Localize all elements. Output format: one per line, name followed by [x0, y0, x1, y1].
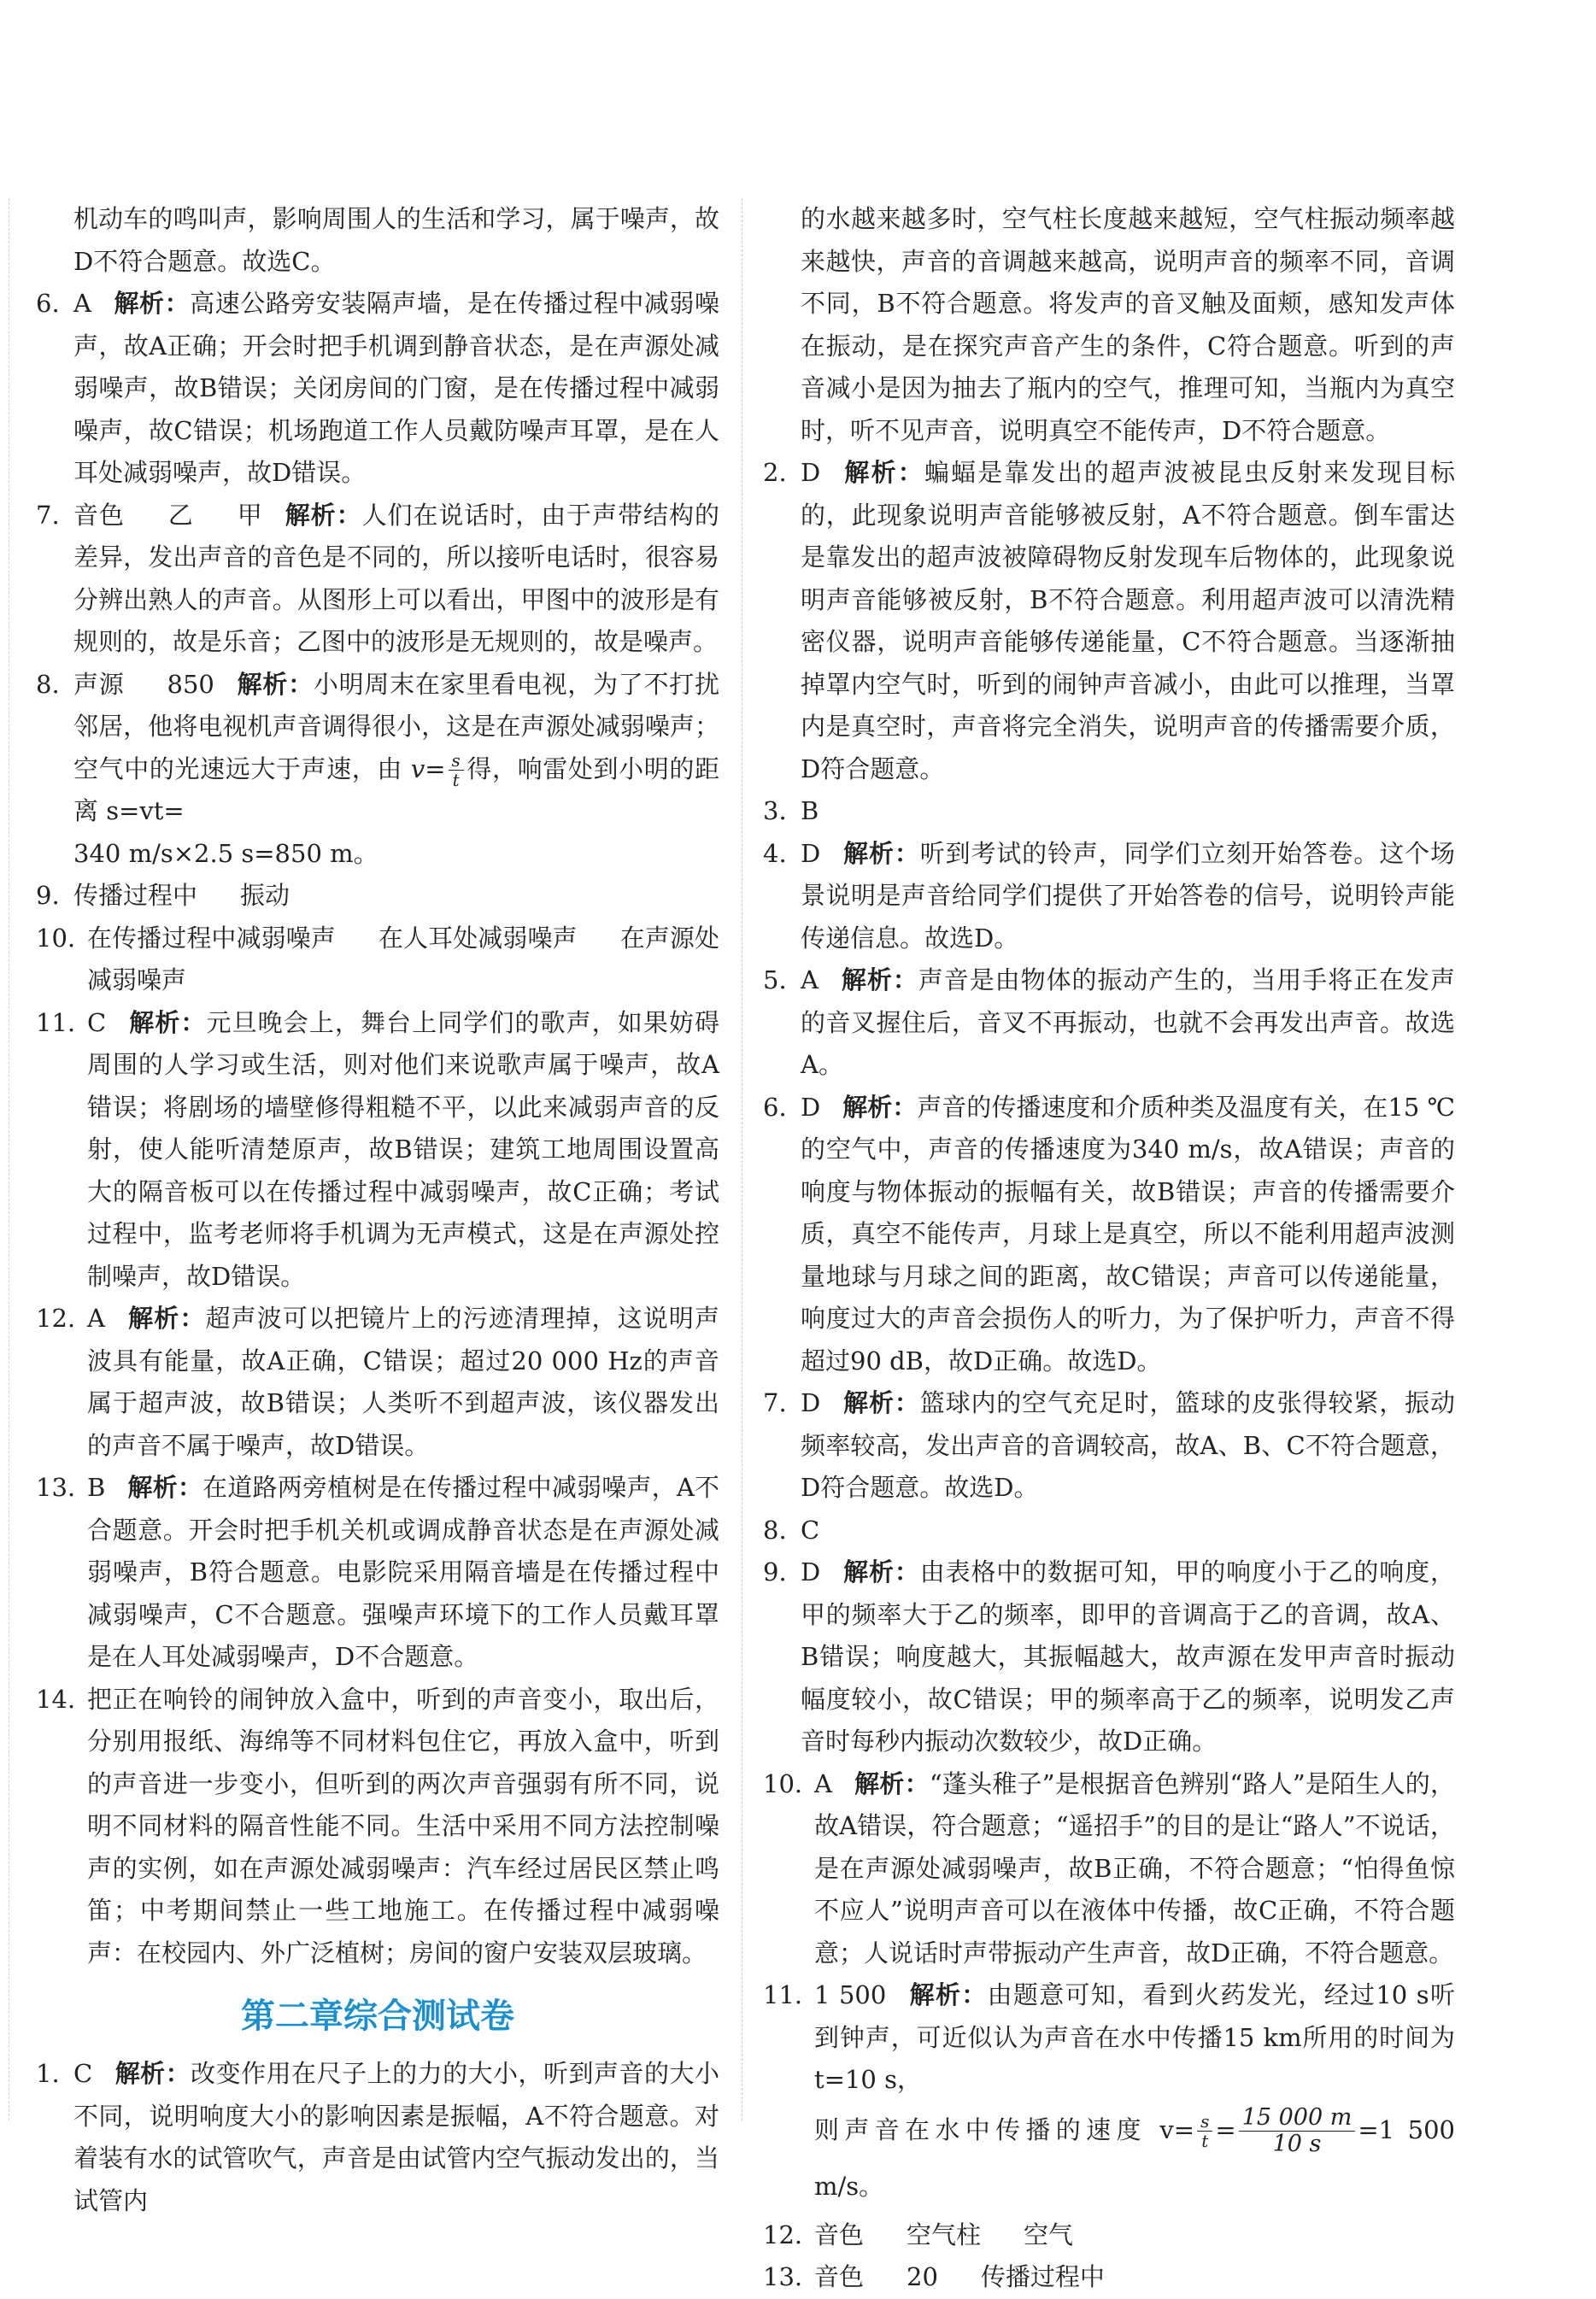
test-answer-item-1: 1. C 解析：改变作用在尺子上的力的大小，听到声音的大小不同，说明响度大小的影响因素是振幅，A不符合题意。对着装有水的试管吹气，声音是由试管内空气振动发出的，当试管内 [36, 2059, 719, 2215]
answer-item-10: 10. 在传播过程中减弱噪声 在人耳处减弱噪声 在声源处减弱噪声 [36, 923, 719, 994]
test-answer-item-11: 11. 1 500 解析：由题意可知，看到火药发光，经过10 s听到钟声，可近似认为声音在水中传播15 km所用的时间为t=10 s， 则声音在水中传播的速度 v= $\frac{s}{t}$ = $\frac{15 000 m}{10 s}$ =1 500 m/s。 [763, 1980, 1455, 2201]
test-answer-item-6: 6. D 解析：声音的传播速度和介质种类及温度有关，在15 ℃的空气中，声音的传播速度为340 m/s，故A错误；声音的响度与物体振动的振幅有关，故B错误；声音的传播需要介质，真空不能传声，月球上是真空，所以不能利用超声波测量地球与月球之间的距离，故C错误；声音可以传递能量，响度过大的声音会损伤人的听力，为了保护听力，声音不得超过90 dB，故D正确。故选D。 [763, 1092, 1455, 1375]
fraction-distance-over-time: $\frac{15 000 m}{10 s}$ [1239, 2105, 1356, 2157]
test-answer-item-10: 10. A 解析：“蓬头稚子”是根据音色辨别“路人”是陌生人的，故A错误，符合题意；“遥招手”的目的是让“路人”不说话，是在声源处减弱噪声，故B正确，不符合题意；“怕得鱼惊不应人”说明声音可以在液体中传播，故C正确，不符合题意；人说话时声带振动产生声音，故D正确，不符合题意。 [763, 1768, 1455, 1968]
answer-item-5-continuation: 机动车的鸣叫声，影响周围人的生活和学习，属于噪声，故D不符合题意。故选C。 [73, 204, 719, 276]
test-answer-item-5: 5. A 解析：声音是由物体的振动产生的，当用手将正在发声的音叉握住后，音叉不再振动，也就不会再发出声音。故选A。 [763, 965, 1455, 1079]
answer-item-9: 9. 传播过程中 振动 [36, 881, 290, 910]
right-column [763, 198, 1455, 2299]
answer-item-14: 14. 把正在响铃的闹钟放入盒中，听到的声音变小，取出后，分别用报纸、海绵等不同材料包住它，再放入盒中，听到的声音进一步变小，但听到的两次声音强弱有所不同，说明不同材料的隔音性能不同。生活中采用不同方法控制噪声的实例，如在声源处减弱噪声：汽车经过居民区禁止鸣笛；中考期间禁止一些工地施工。在传播过程中减弱噪声：在校园内、外广泛植树；房间的窗户安装双层玻璃。 [36, 1684, 719, 1968]
test-answer-item-8: 8. C [763, 1515, 820, 1545]
test-answer-item-12: 12. 音色 空气柱 空气 [763, 2220, 1074, 2249]
answer-item-8: 8. 声源 850 解析：小明周末在家里看电视，为了不打扰邻居，他将电视机声音调得很小，这是在声源处减弱噪声；空气中的光速远大于声速，由 v= $\frac{s}{t}$ 得，响雷处到小明的距离 s=vt= 340 m/s×2.5 s=850 m。 [36, 669, 719, 868]
test-answer-item-7: 7. D 解析：篮球内的空气充足时，篮球的皮张得较紧，振动频率较高，发出声音的音调较高，故A、B、C不符合题意，D符合题意。故选D。 [763, 1388, 1455, 1502]
left-column [36, 198, 719, 2222]
section-title: 第二章综合测试卷 [241, 1997, 514, 2036]
test-answer-item-2: 2. D 解析：蝙蝠是靠发出的超声波被昆虫反射来发现目标的，此现象说明声音能够被反射，A不符合题意。倒车雷达是靠发出的超声波被障碍物反射发现车后物体的，此现象说明声音能够被反射，B不符合题意。利用超声波可以清洗精密仪器，说明声音能够传递能量，C不符合题意。当逐渐抽掉罩内空气时，听到的闹钟声音减小，由此可以推理，当罩内是真空时，声音将完全消失，说明声音的传播需要介质，D符合题意。 [763, 458, 1455, 783]
answer-item-6: 6. A 解析：高速公路旁安装隔声墙，是在传播过程中减弱噪声，故A正确；开会时把手机调到静音状态，是在声源处减弱噪声，故B错误；关闭房间的门窗，是在传播过程中减弱噪声，故C错误；机场跑道工作人员戴防噪声耳罩，是在人耳处减弱噪声，故D错误。 [36, 289, 719, 487]
answer-item-13: 13. B 解析：在道路两旁植树是在传播过程中减弱噪声，A不合题意。开会时把手机关机或调成静音状态是在声源处减弱噪声，B符合题意。电影院采用隔音墙是在传播过程中减弱噪声，C不合题意。强噪声环境下的工作人员戴耳罩是在人耳处减弱噪声，D不合题意。 [36, 1473, 719, 1671]
test-answer-item-3: 3. B [763, 796, 819, 825]
fraction-s-over-t: $\frac{s}{t}$ [1197, 2112, 1212, 2150]
test-answer-item-1-continuation: 的水越来越多时，空气柱长度越来越短，空气柱振动频率越来越快，声音的音调越来越高，说明声音的频率不同，音调不同，B不符合题意。将发声的音叉触及面颊，感知发声体在振动，是在探究声音产生的条件，C符合题意。听到的声音减小是因为抽去了瓶内的空气，推理可知，当瓶内为真空时，听不见声音，说明真空不能传声，D不符合题意。 [801, 204, 1455, 445]
answer-item-11: 11. C 解析：元旦晚会上，舞台上同学们的歌声，如果妨碍周围的人学习或生活，则对他们来说歌声属于噪声，故A错误；将剧场的墙壁修得粗糙不平，以此来减弱声音的反射，使人能听清楚原声，故B错误；建筑工地周围设置高大的隔音板可以在传播过程中减弱噪声，故C正确；考试过程中，监考老师将手机调为无声模式，这是在声源处控制噪声，故D错误。 [36, 1007, 719, 1291]
test-answer-item-4: 4. D 解析：听到考试的铃声，同学们立刻开始答卷。这个场景说明是声音给同学们提供了开始答卷的信号，说明铃声能传递信息。故选D。 [763, 838, 1455, 953]
test-answer-item-9: 9. D 解析：由表格中的数据可知，甲的响度小于乙的响度，甲的频率大于乙的频率，即甲的音调高于乙的音调，故A、B错误；响度越大，其振幅越大，故声源在发甲声音时振动幅度较小，故C错误；甲的频率高于乙的频率，说明发乙声音时每秒内振动次数较少，故D正确。 [763, 1557, 1455, 1756]
answer-item-12: 12. A 解析：超声波可以把镜片上的污迹清理掉，这说明声波具有能量，故A正确，C错误；超过20 000 Hz的声音属于超声波，故B错误；人类听不到超声波，该仪器发出的声音不属于噪声，故D错误。 [36, 1304, 719, 1460]
fraction-s-over-t: $\frac{s}{t}$ [449, 751, 464, 789]
answer-item-7: 7. 音色 乙 甲 解析：人们在说话时，由于声带结构的差异，发出声音的音色是不同的，所以接听电话时，很容易分辨出熟人的声音。从图形上可以看出，甲图中的波形是有规则的，故是乐音；乙图中的波形是无规则的，故是噪声。 [36, 500, 719, 656]
test-answer-item-13: 13. 音色 20 传播过程中 [763, 2262, 1105, 2291]
